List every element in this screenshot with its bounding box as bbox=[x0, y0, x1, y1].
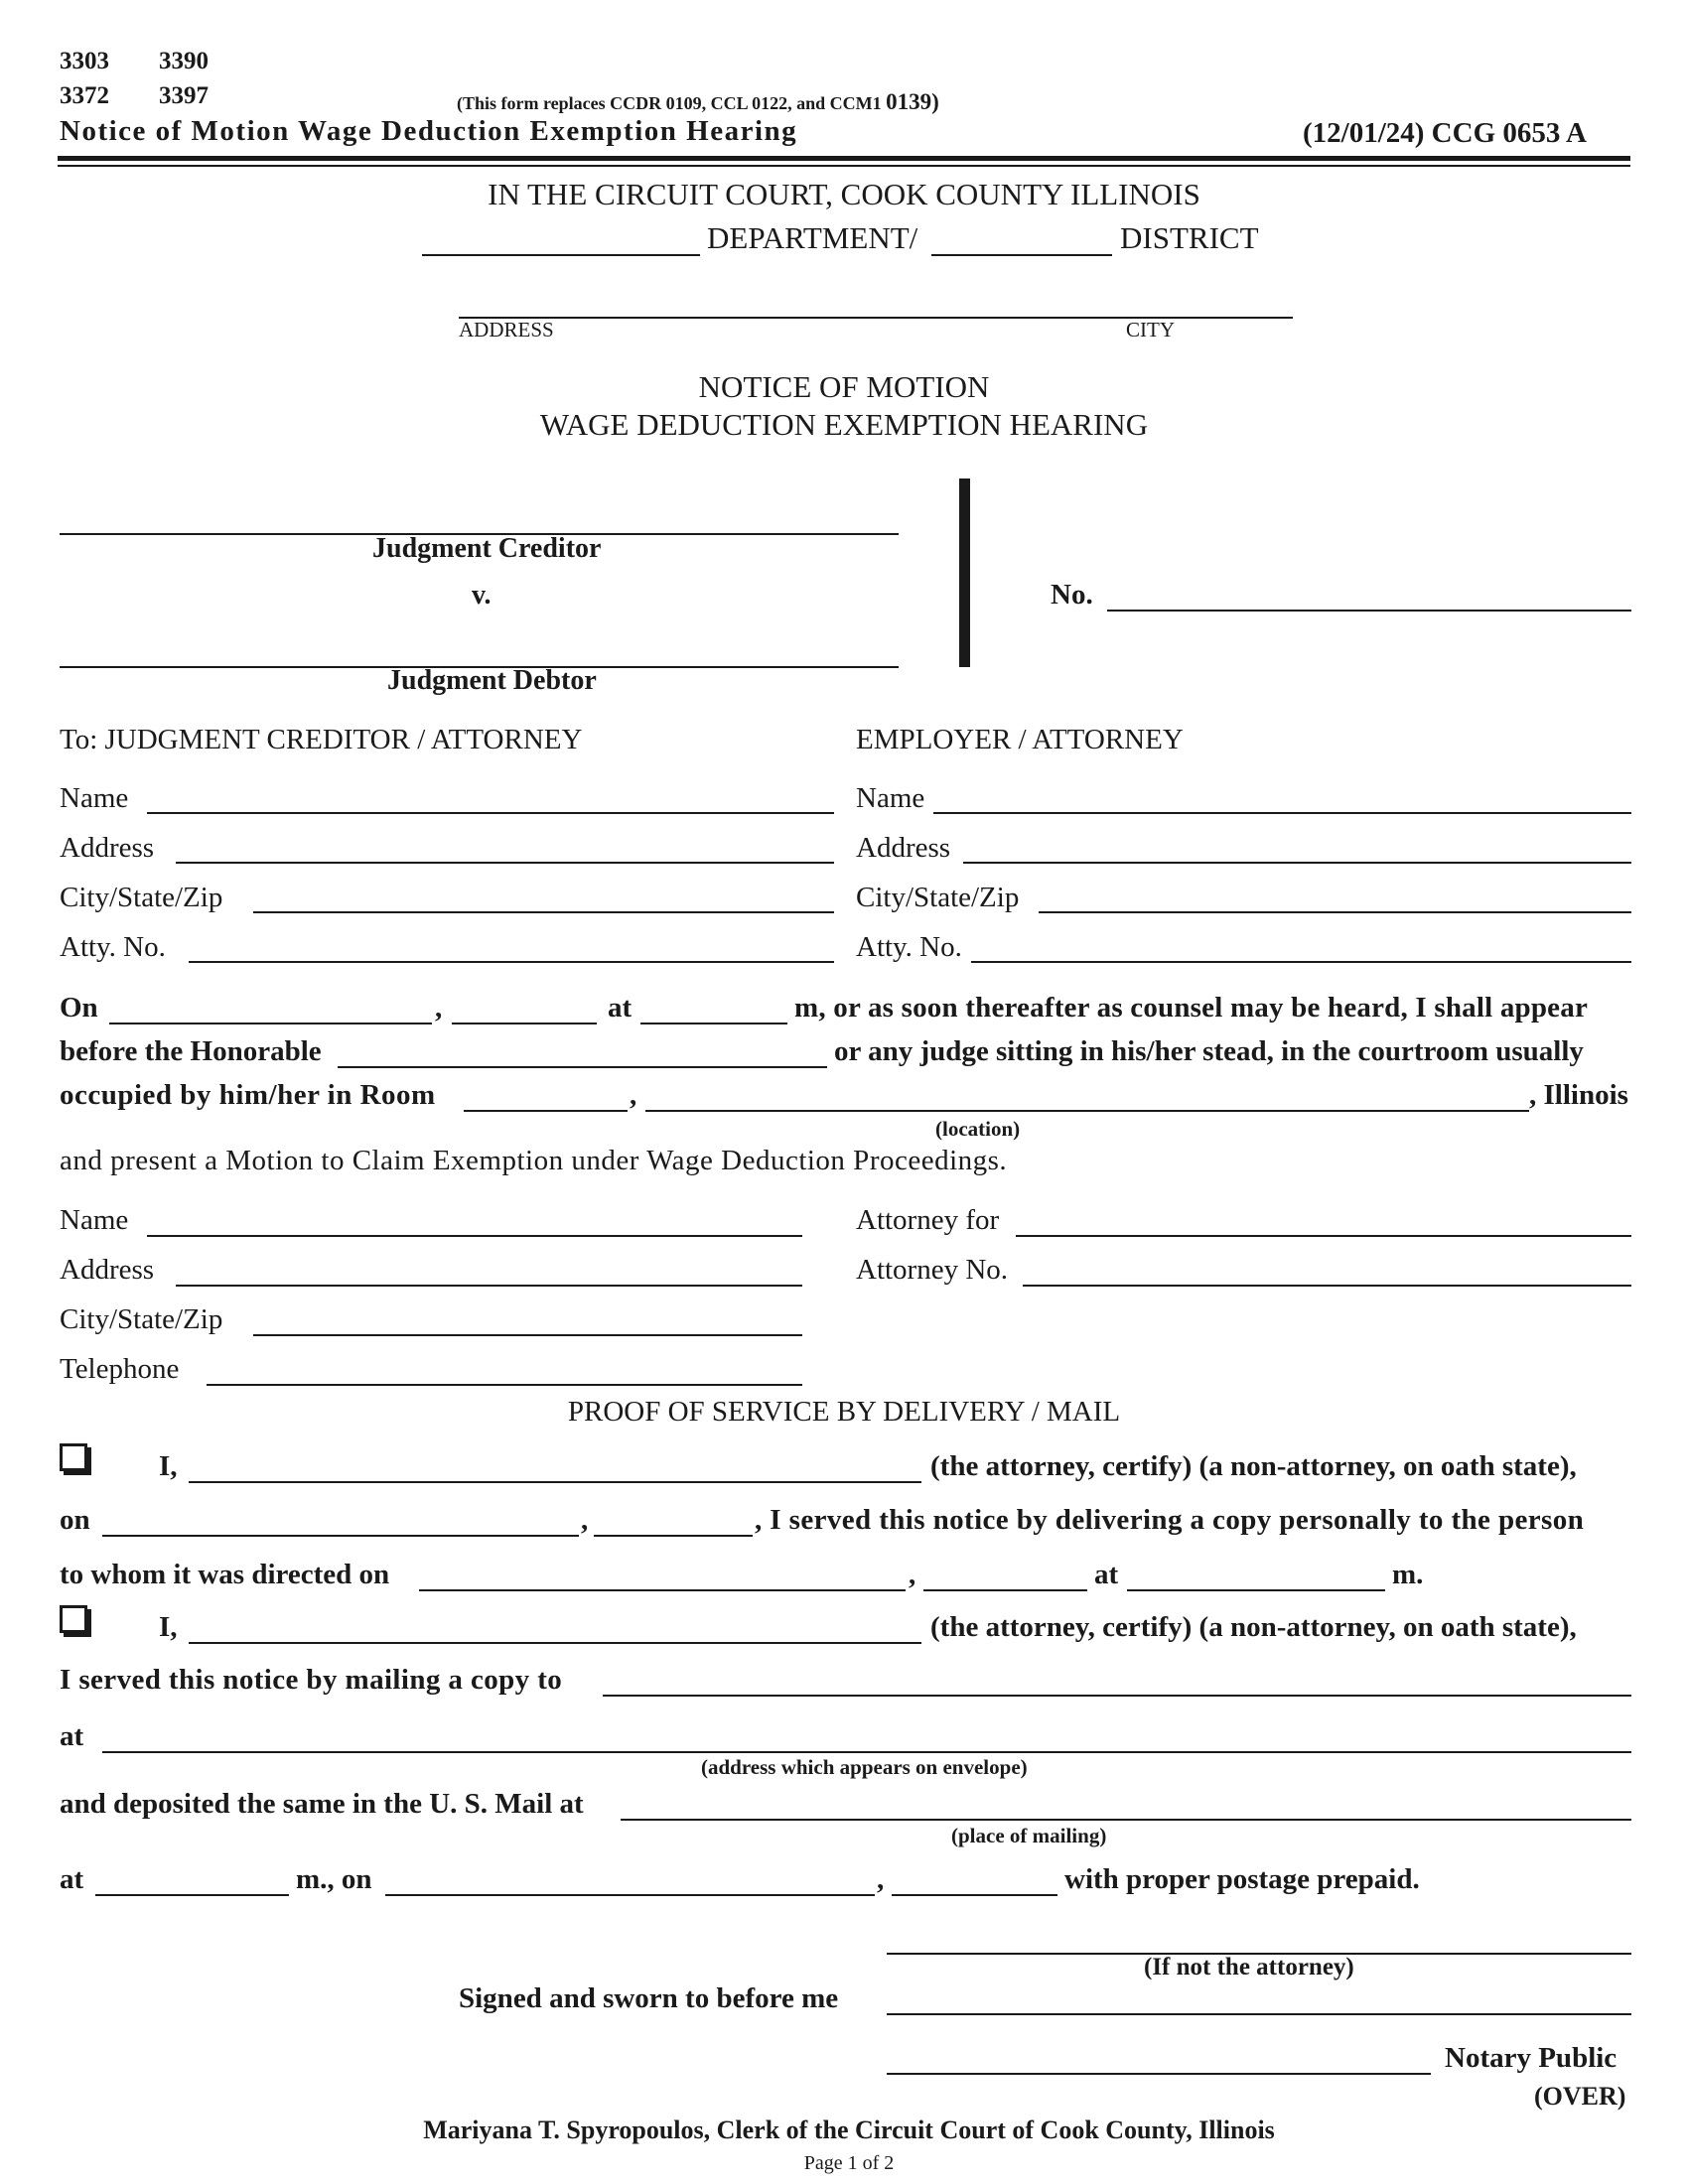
creditor-name-field[interactable] bbox=[147, 812, 834, 814]
replaces-note-number: 0139) bbox=[886, 89, 939, 114]
district-field[interactable] bbox=[931, 254, 1112, 256]
creditor-address-field[interactable] bbox=[176, 862, 834, 864]
employer-name-label: Name bbox=[856, 782, 925, 814]
judgment-creditor-label: Judgment Creditor bbox=[372, 533, 602, 564]
mail-time-at-label: at bbox=[60, 1863, 84, 1895]
mail-time-field[interactable] bbox=[95, 1894, 289, 1896]
hearing-time-field[interactable] bbox=[640, 1023, 787, 1024]
attorney-for-field[interactable] bbox=[1016, 1235, 1631, 1237]
movant-telephone-label: Telephone bbox=[60, 1353, 180, 1385]
employer-address-label: Address bbox=[856, 832, 951, 864]
caption-divider bbox=[959, 478, 970, 667]
mailed-to-label: I served this notice by mailing a copy to bbox=[60, 1664, 563, 1696]
page-number: Page 1 of 2 bbox=[803, 2152, 895, 2174]
form-code: 3303 bbox=[60, 48, 109, 74]
employer-city-field[interactable] bbox=[1039, 911, 1631, 913]
proof-heading: PROOF OF SERVICE BY DELIVERY / MAIL bbox=[567, 1396, 1121, 1428]
over-label: (OVER) bbox=[1534, 2082, 1626, 2111]
mail-date-field[interactable] bbox=[385, 1894, 875, 1896]
mailed-to-field[interactable] bbox=[603, 1695, 1631, 1697]
versus-label: v. bbox=[472, 580, 492, 611]
movant-address-field[interactable] bbox=[176, 1285, 802, 1287]
court-address-label: ADDRESS bbox=[459, 318, 554, 341]
movant-name-label: Name bbox=[60, 1204, 129, 1236]
attorney-no-field[interactable] bbox=[1023, 1285, 1631, 1287]
employer-name-field[interactable] bbox=[933, 812, 1631, 814]
employer-atty-no-label: Atty. No. bbox=[856, 931, 962, 963]
delivery-cert-text: (the attorney, certify) (a non-attorney, on oath state), bbox=[930, 1450, 1577, 1482]
form-code: 3390 bbox=[159, 48, 209, 74]
motion-on-label: On bbox=[60, 992, 98, 1024]
mail-certifier-field[interactable] bbox=[189, 1642, 921, 1644]
department-field[interactable] bbox=[422, 254, 700, 256]
form-id: (12/01/24) CCG 0653 A bbox=[1303, 117, 1587, 149]
judge-name-field[interactable] bbox=[338, 1066, 827, 1068]
delivery-year-field[interactable] bbox=[594, 1535, 753, 1537]
case-no-field[interactable] bbox=[1107, 610, 1631, 612]
room-field[interactable] bbox=[464, 1110, 628, 1112]
directed-time-field[interactable] bbox=[1127, 1589, 1385, 1591]
court-city-label: CITY bbox=[1126, 318, 1175, 341]
creditor-address-label: Address bbox=[60, 832, 155, 864]
directed-date-field[interactable] bbox=[419, 1589, 906, 1591]
directed-m-label: m. bbox=[1392, 1559, 1424, 1590]
place-of-mailing-note: (place of mailing) bbox=[951, 1824, 1107, 1847]
delivery-date-field[interactable] bbox=[102, 1535, 579, 1537]
mail-at-label: at bbox=[60, 1720, 84, 1752]
creditor-atty-no-label: Atty. No. bbox=[60, 931, 166, 963]
motion-at-label: at bbox=[608, 992, 633, 1024]
movant-name-field[interactable] bbox=[147, 1235, 802, 1237]
header-rule-thin bbox=[58, 165, 1630, 167]
location-field[interactable] bbox=[645, 1110, 1529, 1112]
directed-at-label: at bbox=[1094, 1559, 1119, 1590]
motion-line2-tail: or any judge sitting in his/her stead, in the courtroom usually bbox=[834, 1035, 1584, 1067]
postage-text: with proper postage prepaid. bbox=[1064, 1863, 1420, 1895]
comma: , bbox=[909, 1559, 916, 1590]
comma: , bbox=[630, 1079, 637, 1111]
if-not-attorney-note: (If not the attorney) bbox=[1144, 1954, 1354, 1980]
comma: , bbox=[435, 992, 443, 1024]
form-code: 3397 bbox=[159, 82, 209, 109]
attorney-for-label: Attorney for bbox=[856, 1204, 1000, 1236]
hearing-year-field[interactable] bbox=[452, 1023, 597, 1024]
sworn-label: Signed and sworn to before me bbox=[459, 1982, 839, 2014]
movant-address-label: Address bbox=[60, 1254, 155, 1286]
creditor-name-label: Name bbox=[60, 782, 129, 814]
location-note: (location) bbox=[935, 1117, 1021, 1141]
employer-city-label: City/State/Zip bbox=[856, 882, 1020, 913]
creditor-city-field[interactable] bbox=[253, 911, 834, 913]
creditor-city-label: City/State/Zip bbox=[60, 882, 223, 913]
mail-i-label: I, bbox=[159, 1611, 178, 1643]
hearing-date-field[interactable] bbox=[109, 1023, 432, 1024]
before-honorable-label: before the Honorable bbox=[60, 1035, 322, 1067]
mail-m-on-label: m., on bbox=[296, 1863, 372, 1895]
directed-year-field[interactable] bbox=[923, 1589, 1087, 1591]
department-label: DEPARTMENT/ bbox=[707, 220, 918, 255]
notary-signature-field[interactable] bbox=[887, 2073, 1431, 2075]
delivery-checkbox[interactable] bbox=[60, 1443, 87, 1471]
movant-city-label: City/State/Zip bbox=[60, 1303, 223, 1335]
employer-atty-no-field[interactable] bbox=[971, 961, 1631, 963]
court-title: IN THE CIRCUIT COURT, COOK COUNTY ILLINOIS bbox=[488, 177, 1200, 211]
clerk-footer: Mariyana T. Spyropoulos, Clerk of the Circuit Court of Cook County, Illinois bbox=[423, 2116, 1275, 2144]
delivery-on-label: on bbox=[60, 1504, 90, 1536]
sworn-date-field[interactable] bbox=[887, 2013, 1631, 2015]
to-heading-right: EMPLOYER / ATTORNEY bbox=[856, 724, 1184, 755]
replaces-note bbox=[457, 89, 939, 115]
illinois-label: , Illinois bbox=[1529, 1079, 1628, 1111]
form-code: 3372 bbox=[60, 82, 109, 109]
envelope-address-field[interactable] bbox=[102, 1751, 1631, 1753]
directed-on-label: to whom it was directed on bbox=[60, 1559, 390, 1590]
employer-address-field[interactable] bbox=[963, 862, 1631, 864]
judgment-debtor-label: Judgment Debtor bbox=[387, 665, 597, 696]
movant-city-field[interactable] bbox=[253, 1334, 802, 1336]
deposited-label: and deposited the same in the U. S. Mail at bbox=[60, 1788, 584, 1820]
comma: , bbox=[581, 1504, 589, 1536]
case-no-label: No. bbox=[1051, 579, 1093, 611]
doc-title-line1: NOTICE OF MOTION bbox=[698, 369, 990, 404]
mail-cert-text: (the attorney, certify) (a non-attorney, on oath state), bbox=[930, 1611, 1577, 1643]
notary-public-label: Notary Public bbox=[1445, 2042, 1618, 2074]
to-heading-left: To: JUDGMENT CREDITOR / ATTORNEY bbox=[60, 724, 583, 755]
delivery-i-label: I, bbox=[159, 1450, 178, 1482]
delivery-certifier-field[interactable] bbox=[189, 1481, 921, 1483]
delivery-served-text: , I served this notice by delivering a copy personally to the person bbox=[755, 1504, 1585, 1536]
creditor-atty-no-field[interactable] bbox=[189, 961, 834, 963]
district-label: DISTRICT bbox=[1120, 220, 1259, 255]
place-of-mailing-field[interactable] bbox=[621, 1819, 1631, 1821]
replaces-note-text: (This form replaces CCDR 0109, CCL 0122, and CCM1 bbox=[457, 93, 882, 113]
mail-year-field[interactable] bbox=[892, 1894, 1057, 1896]
header-rule-thick bbox=[58, 156, 1630, 161]
present-motion-text: and present a Motion to Claim Exemption under Wage Deduction Proceedings. bbox=[60, 1145, 1008, 1176]
comma: , bbox=[877, 1863, 885, 1895]
form-title: Notice of Motion Wage Deduction Exemption Hearing bbox=[60, 115, 798, 147]
doc-title-line2: WAGE DEDUCTION EXEMPTION HEARING bbox=[539, 407, 1149, 442]
envelope-address-note: (address which appears on envelope) bbox=[701, 1755, 1028, 1779]
movant-telephone-field[interactable] bbox=[207, 1384, 802, 1386]
attorney-no-label: Attorney No. bbox=[856, 1254, 1009, 1286]
motion-line1-tail: m, or as soon thereafter as counsel may be heard, I shall appear bbox=[794, 992, 1589, 1024]
mail-checkbox[interactable] bbox=[60, 1605, 87, 1633]
occupied-label: occupied by him/her in Room bbox=[60, 1079, 436, 1111]
